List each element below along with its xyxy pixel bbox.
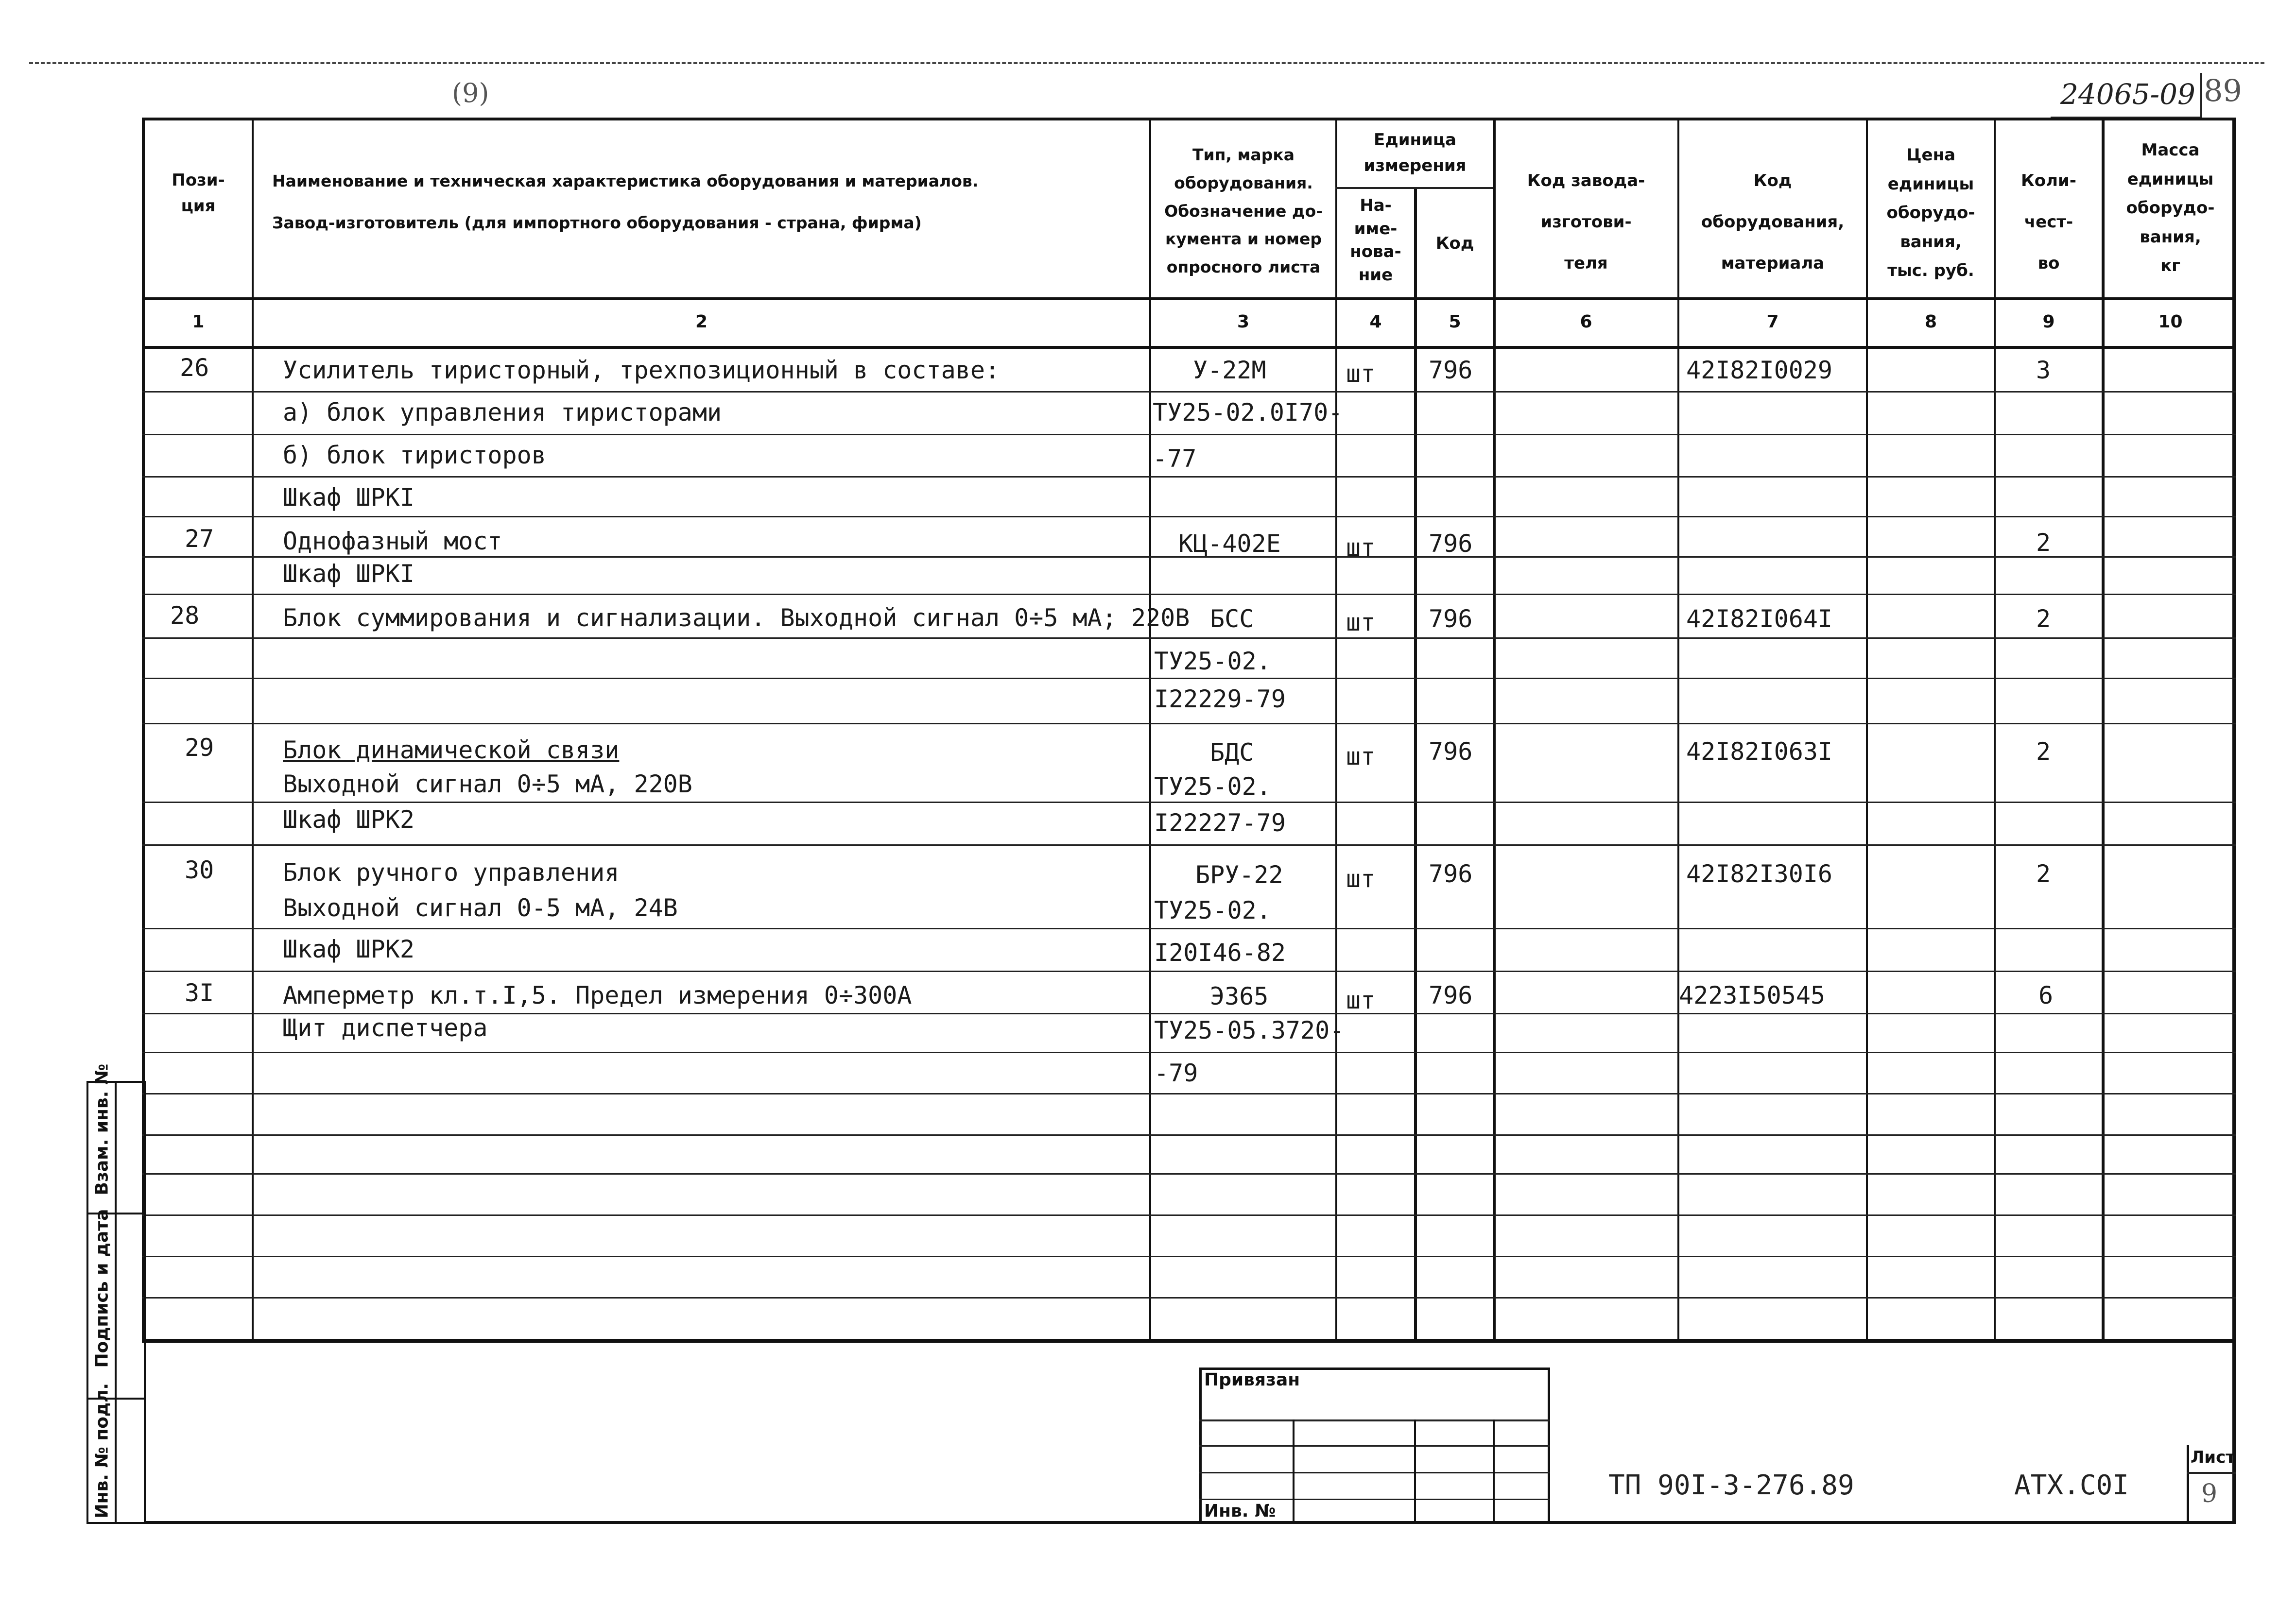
stamp-line <box>1199 1419 1550 1421</box>
row-quantity: 2 <box>2036 737 2051 766</box>
row-type: -79 <box>1154 1059 1198 1087</box>
header-equipment-code: Код оборудования, материала <box>1701 171 1845 273</box>
document-number: 24065-09 <box>2060 78 2195 111</box>
row-type: Э365 <box>1210 982 1269 1010</box>
header-plant-code: Код завода- изготови- теля <box>1527 171 1645 273</box>
signature-date-label: Подпись и дата <box>92 1209 112 1368</box>
header-name: Наименование и техническая характеристика оборудования и материалов. Завод-изготовитель (для импортного оборудования - страна, фирма) <box>272 171 979 232</box>
row-equipment-code: 42I82I0029 <box>1686 356 1833 384</box>
row-line <box>142 1093 2236 1094</box>
sheet-number: 9 <box>2201 1479 2218 1508</box>
colnum-7: 7 <box>1766 312 1779 332</box>
header-quantity: Коли- чест- во <box>2021 171 2076 273</box>
row-position: 28 <box>170 601 200 630</box>
stamp-divider <box>1493 1419 1495 1524</box>
row-type: БРУ-22 <box>1195 861 1283 889</box>
row-type: БДС <box>1210 738 1254 767</box>
row-position: 26 <box>180 354 209 382</box>
row-quantity: 2 <box>2036 529 2051 557</box>
row-type: I20I46-82 <box>1154 939 1286 967</box>
row-line <box>142 1052 2236 1053</box>
col-divider <box>1866 118 1868 1342</box>
stamp-divider <box>1293 1419 1295 1524</box>
row-equipment-code: 42I82I063I <box>1686 737 1833 766</box>
row-unit-code: 796 <box>1429 530 1473 558</box>
stamp-line <box>1199 1472 1550 1473</box>
row-unit-code: 796 <box>1429 860 1473 888</box>
row-name: Усилитель тиристорный, трехпозиционный в составе: <box>283 356 1000 384</box>
colnum-9: 9 <box>2042 312 2055 332</box>
row-unit: шт <box>1346 986 1376 1014</box>
sheet-top-number: 89 <box>2204 73 2242 108</box>
row-name: Выходной сигнал 0-5 мА, 24В <box>283 894 678 922</box>
row-line <box>142 678 2236 679</box>
row-type: I22227-79 <box>1154 809 1286 837</box>
header-price: Цена единицы оборудо- вания, тыс. руб. <box>1886 145 1975 280</box>
header-position: Пози- ция <box>172 171 225 216</box>
header-mass: Масса единицы оборудо- вания, кг <box>2126 140 2215 275</box>
stamp-line <box>1199 1499 1550 1500</box>
binding-stamp-label: Привязан <box>1204 1370 1300 1390</box>
row-line <box>142 971 2236 972</box>
row-name: Шкаф ШРК2 <box>283 805 414 834</box>
row-line <box>142 1214 2236 1216</box>
row-line <box>142 594 2236 595</box>
row-name: Щит диспетчера <box>283 1014 488 1042</box>
sheet-code: АТХ.С0I <box>2014 1470 2129 1501</box>
row-name: Блок динамической связи <box>283 736 620 764</box>
row-line <box>142 1297 2236 1299</box>
row-position: 30 <box>185 856 214 884</box>
row-name: б) блок тиристоров <box>283 441 546 469</box>
colnum-1: 1 <box>192 312 205 332</box>
row-position: 3I <box>185 979 214 1007</box>
row-type: -77 <box>1153 444 1197 473</box>
col-divider <box>252 118 254 1342</box>
page-number: (9) <box>452 78 489 108</box>
row-quantity: 3 <box>2036 356 2051 384</box>
project-code: ТП 90I-3-276.89 <box>1608 1470 1854 1501</box>
row-line <box>142 723 2236 724</box>
colnum-10: 10 <box>2158 312 2183 332</box>
row-quantity: 2 <box>2036 605 2051 633</box>
replace-inventory-label: Взам. инв. № <box>92 1063 112 1196</box>
row-equipment-code: 4223I50545 <box>1679 981 1826 1009</box>
row-line <box>142 434 2236 435</box>
row-name: Амперметр кл.т.I,5. Предел измерения 0÷300А <box>283 981 912 1009</box>
col-divider <box>1677 118 1679 1342</box>
strip-divider <box>115 1081 117 1524</box>
row-quantity: 2 <box>2036 860 2051 888</box>
unit-header-split <box>1335 187 1493 189</box>
colnum-4: 4 <box>1369 312 1382 332</box>
header-bottom-line <box>142 297 2236 300</box>
colnum-8: 8 <box>1924 312 1937 332</box>
header-type: Тип, марка оборудования. Обозначение до- кумента и номер опросного листа <box>1164 145 1323 276</box>
row-line <box>142 844 2236 846</box>
row-quantity: 6 <box>2038 981 2054 1009</box>
row-type: I22229-79 <box>1154 685 1286 713</box>
row-line <box>142 391 2236 393</box>
specification-table-frame <box>142 118 2236 1342</box>
row-name: а) блок управления тиристорами <box>283 398 722 427</box>
stamp-line <box>1199 1445 1550 1447</box>
row-name: Блок суммирования и сигнализации. Выходной сигнал 0÷5 мА; 220В <box>283 604 1190 632</box>
row-unit-code: 796 <box>1429 605 1473 633</box>
row-name: Блок ручного управления <box>283 858 620 887</box>
row-line <box>142 1256 2236 1257</box>
row-equipment-code: 42I82I064I <box>1686 605 1833 633</box>
row-line <box>142 1134 2236 1136</box>
row-unit: шт <box>1346 533 1376 562</box>
row-unit: шт <box>1346 865 1376 893</box>
corner-divider <box>2200 73 2202 119</box>
row-name: Шкаф ШРК2 <box>283 935 414 963</box>
row-position: 29 <box>185 734 214 762</box>
row-line <box>142 637 2236 639</box>
header-unit-name: На- име- нова- ние <box>1350 196 1401 285</box>
col-divider <box>1493 118 1496 1342</box>
row-name: Выходной сигнал 0÷5 мА, 220В <box>283 770 692 798</box>
title-block <box>146 1342 2236 1524</box>
sheet-box-line <box>2187 1472 2236 1474</box>
row-unit-code: 796 <box>1429 981 1473 1009</box>
colnum-bottom-line <box>142 346 2236 349</box>
colnum-6: 6 <box>1580 312 1592 332</box>
row-unit: шт <box>1346 608 1376 636</box>
stamp-inventory-label: Инв. № <box>1204 1501 1276 1521</box>
sheet-label: Лист <box>2191 1448 2235 1467</box>
row-line <box>142 802 2236 803</box>
row-position: 27 <box>185 525 214 553</box>
colnum-5: 5 <box>1449 312 1461 332</box>
row-line <box>142 1173 2236 1175</box>
top-dashed-line <box>29 62 2264 64</box>
row-line <box>142 476 2236 478</box>
row-unit-code: 796 <box>1429 356 1473 384</box>
row-name: Шкаф ШРКI <box>283 560 414 588</box>
row-type: ТУ25-02. <box>1154 772 1271 801</box>
row-type: КЦ-402Е <box>1178 530 1281 558</box>
row-line <box>142 928 2236 929</box>
row-name: Однофазный мост <box>283 527 502 555</box>
row-unit: шт <box>1346 359 1376 388</box>
stamp-divider <box>1414 1419 1416 1524</box>
row-type: ТУ25-02.0I70- <box>1153 398 1343 427</box>
row-name: Шкаф ШРКI <box>283 483 414 512</box>
original-inventory-label: Инв. № подл. <box>92 1383 112 1519</box>
col-divider <box>1335 118 1337 1342</box>
col-divider <box>1994 118 1996 1342</box>
row-type: ТУ25-02. <box>1154 896 1271 924</box>
row-type: БСС <box>1210 605 1254 633</box>
row-type: У-22М <box>1193 356 1266 384</box>
row-type: ТУ25-02. <box>1154 647 1271 675</box>
col-divider <box>1414 187 1417 1342</box>
row-equipment-code: 42I82I30I6 <box>1686 860 1833 888</box>
row-line <box>142 516 2236 517</box>
row-unit-code: 796 <box>1429 737 1473 766</box>
header-unit: Единица измерения <box>1364 130 1467 175</box>
colnum-3: 3 <box>1237 312 1250 332</box>
colnum-2: 2 <box>695 312 708 332</box>
col-divider <box>2102 118 2105 1342</box>
row-type: ТУ25-05.3720- <box>1154 1016 1345 1044</box>
header-unit-code: Код <box>1435 234 1474 253</box>
row-unit: шт <box>1346 742 1376 770</box>
col-divider <box>1149 118 1151 1342</box>
